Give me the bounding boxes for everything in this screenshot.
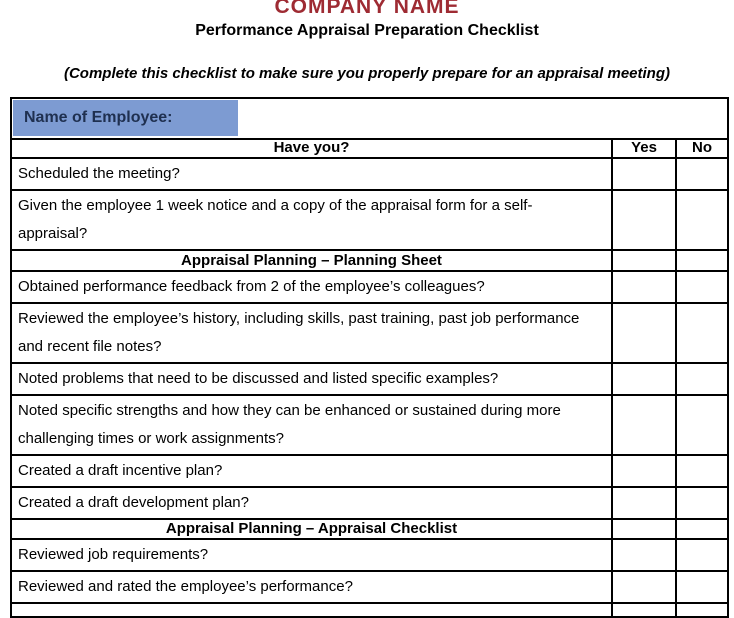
- yes-cell[interactable]: [612, 519, 676, 539]
- yes-cell[interactable]: [612, 303, 676, 363]
- no-cell[interactable]: [676, 271, 728, 303]
- question-row: [11, 571, 728, 603]
- no-cell[interactable]: [676, 303, 728, 363]
- yes-cell[interactable]: [612, 158, 676, 190]
- yes-cell[interactable]: [612, 250, 676, 271]
- yes-cell[interactable]: [612, 539, 676, 571]
- question-cell: Created a draft incentive plan?: [11, 455, 612, 487]
- question-cell: Created a draft development plan?: [11, 487, 612, 519]
- section-title-cell: Appraisal Planning – Planning Sheet: [11, 250, 612, 271]
- question-cell: [11, 603, 612, 617]
- company-name-heading: COMPANY NAME: [274, 0, 460, 18]
- question-cell: Reviewed and rated the employee’s performance?: [11, 571, 612, 603]
- no-cell[interactable]: [676, 539, 728, 571]
- yes-cell[interactable]: [612, 487, 676, 519]
- question-row: [11, 363, 728, 395]
- yes-cell[interactable]: [612, 190, 676, 250]
- question-row: [11, 395, 728, 455]
- yes-cell[interactable]: [612, 455, 676, 487]
- no-cell[interactable]: [676, 190, 728, 250]
- no-cell[interactable]: [676, 603, 728, 617]
- no-cell[interactable]: [676, 158, 728, 190]
- checklist-table: [10, 97, 729, 618]
- question-cell: Given the employee 1 week notice and a copy of the appraisal form for a self-appraisal?: [11, 190, 612, 250]
- yes-cell[interactable]: [612, 603, 676, 617]
- employee-name-label: Name of Employee:: [13, 100, 238, 136]
- section-title-cell: Appraisal Planning – Appraisal Checklist: [11, 519, 612, 539]
- no-cell[interactable]: [676, 250, 728, 271]
- document-title: Performance Appraisal Preparation Checklist: [195, 22, 539, 39]
- question-row: [11, 303, 728, 363]
- no-header-cell: No: [676, 139, 728, 158]
- question-row: [11, 539, 728, 571]
- question-row-partial: [11, 603, 728, 617]
- question-cell: Noted specific strengths and how they can be enhanced or sustained during more challenging times or work assignments?: [11, 395, 612, 455]
- question-row: [11, 271, 728, 303]
- yes-cell[interactable]: [612, 571, 676, 603]
- question-row: [11, 487, 728, 519]
- no-cell[interactable]: [676, 455, 728, 487]
- questions-header-cell: Have you?: [11, 139, 612, 158]
- section-header-row: [11, 519, 728, 539]
- question-row: [11, 158, 728, 190]
- yes-cell[interactable]: [612, 363, 676, 395]
- no-cell[interactable]: [676, 487, 728, 519]
- company-name-clip: [0, 0, 734, 18]
- question-cell: Noted problems that need to be discussed and listed specific examples?: [11, 363, 612, 395]
- section-header-row: [11, 250, 728, 271]
- no-cell[interactable]: [676, 519, 728, 539]
- yes-cell[interactable]: [612, 395, 676, 455]
- question-row: [11, 455, 728, 487]
- yes-cell[interactable]: [612, 271, 676, 303]
- question-cell: Reviewed the employee’s history, including skills, past training, past job performance and recent file notes?: [11, 303, 612, 363]
- no-cell[interactable]: [676, 363, 728, 395]
- question-cell: Scheduled the meeting?: [11, 158, 612, 190]
- employee-name-field[interactable]: [238, 100, 727, 136]
- no-cell[interactable]: [676, 395, 728, 455]
- yes-header-cell: Yes: [612, 139, 676, 158]
- employee-name-row: [11, 98, 728, 139]
- question-row: [11, 190, 728, 250]
- no-cell[interactable]: [676, 571, 728, 603]
- question-cell: Reviewed job requirements?: [11, 539, 612, 571]
- instruction-note: (Complete this checklist to make sure you properly prepare for an appraisal meeting): [63, 65, 670, 82]
- questions-header-row: [11, 139, 728, 158]
- question-cell: Obtained performance feedback from 2 of the employee’s colleagues?: [11, 271, 612, 303]
